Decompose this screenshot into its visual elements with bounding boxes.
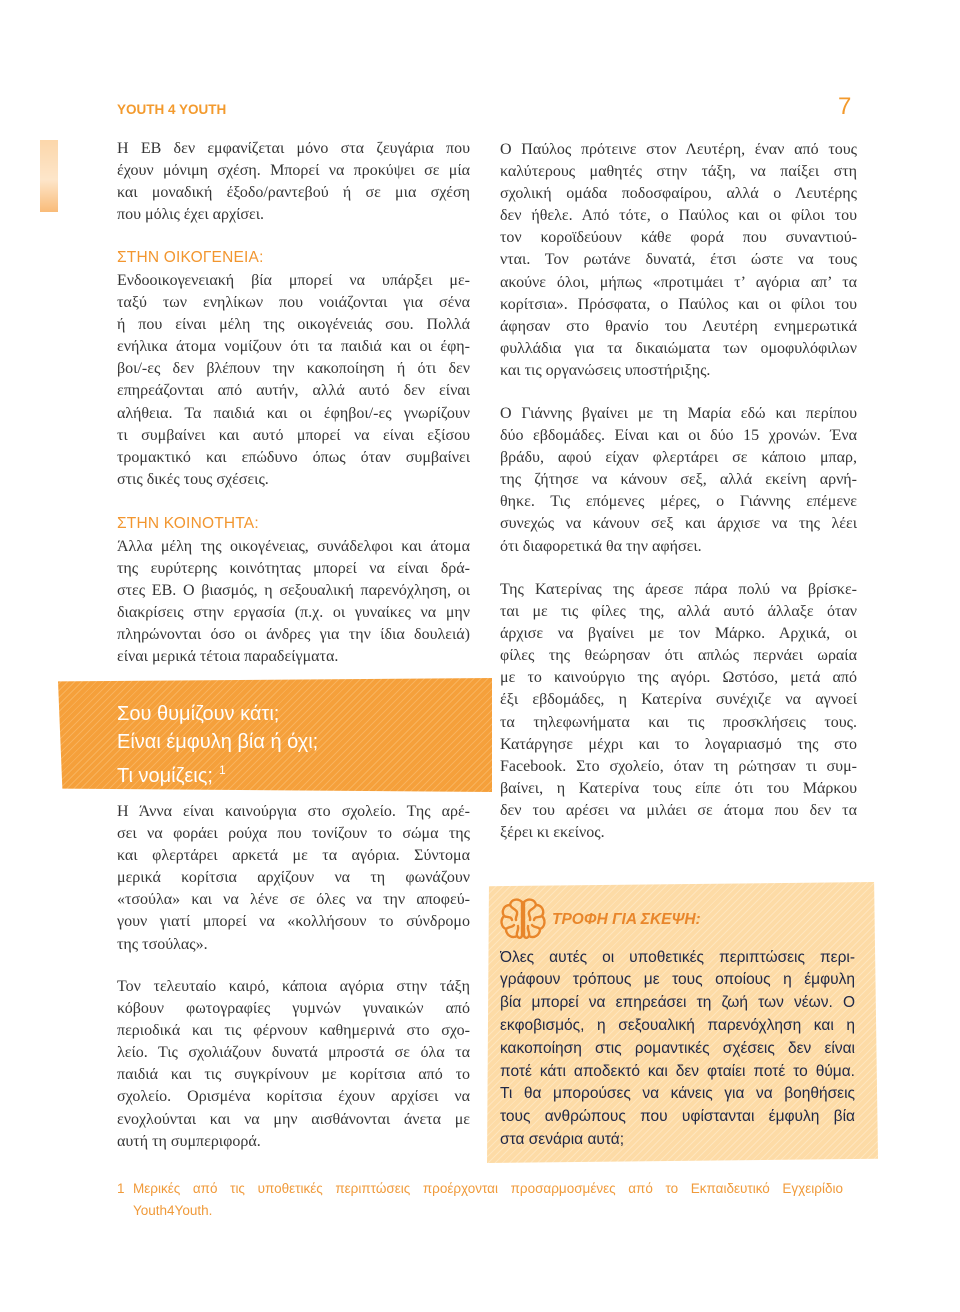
text-line: της ευρύτερης κοινότητας μπορεί να είναι δρά-	[117, 560, 470, 578]
family-heading: ΣΤΗΝ ΟΙΚΟΓΕΝΕΙΑ:	[117, 249, 264, 266]
text-line: της τσούλας».	[117, 935, 208, 953]
text-line: Μερικές από τις υποθετικές περιπτώσεις προέρχονται προσαρμοσμένες από το Εκπαιδευτικό Εγχειρίδιο	[133, 1181, 843, 1196]
text-line: πληρώνονται όσο οι άνδρες για την ίδια δουλειά)	[117, 626, 470, 644]
text-line: αυτή τη συμπεριφορά.	[117, 1132, 261, 1150]
text-line: στις δικές τους σχέσεις.	[117, 470, 269, 488]
text-line: αλήθεια. Τα παιδιά και οι έφηβοι/-ες γνωρίζουν	[117, 404, 470, 422]
text-line: έξι εβδομάδες, η Κατερίνα συνέχιζε να αγνοεί	[500, 691, 857, 709]
text-line: σχολείο. Ορισμένα κορίτσια έχουν αρχίσει να	[117, 1088, 470, 1106]
text-line: Ο Παύλος πρότεινε στον Λευτέρη, έναν από τους	[500, 141, 857, 158]
text-line: Όλες αυτές οι υποθετικές περιπτώσεις περι-	[500, 948, 855, 966]
text-line: ενήλικα άτομα νομίζουν ότι τα παιδιά και οι έφη-	[117, 338, 470, 356]
text-line: Facebook. Στο σχολείο, όταν τη ρώτησαν τι συμ-	[500, 757, 857, 775]
callout-title	[117, 700, 477, 787]
text-line: γράφουν τρόπους με τους οποίους η έμφυλη	[500, 971, 855, 989]
text-line: βοι/-ες δεν βλέπουν την κακοποίηση ή ότι δεν	[117, 360, 470, 378]
text-line: φυλλάδια για τα δικαιώματα των ομοφυλόφιλων	[500, 339, 857, 357]
text-line: ότι διαφορετικά θα την αφήσει.	[500, 537, 702, 555]
text-line: έχουν μόνιμη σχέση. Μπορεί να προκύψει σε μία	[117, 162, 470, 180]
text-line: που μόλις έχει αρχίσει.	[117, 206, 265, 224]
text-line: δύο εβδομάδες. Είναι και οι δύο 15 χρονών. Ένα	[500, 427, 857, 445]
text-line: άρχισε να βγαίνει με τον Μάρκο. Αρχικά, οι	[500, 625, 857, 643]
text-line: λείο. Τις σχολιάζουν δυνατά μπροστά σε όλα τα	[117, 1044, 470, 1062]
footnote-marker: 1	[117, 1181, 125, 1196]
text-line: είναι μερικά τέτοια παραδείγματα.	[117, 648, 339, 666]
text-line: επηρεάζονται από αυτήν, αλλά αυτό δεν είναι	[117, 382, 470, 400]
text-line: κόβουν φωτογραφίες γυμνών γυναικών από	[117, 1000, 470, 1018]
text-line: μερικά κορίτσια αρχίζουν να τη φωνάζουν	[117, 869, 470, 887]
running-title: YOUTH 4 YOUTH	[117, 102, 227, 117]
text-line: και φλερτάρει αρκετά με τα αγόρια. Σύντομα	[117, 847, 470, 865]
text-line: Youth4Youth.	[133, 1203, 213, 1218]
text-line: κορίτσια». Πρόσφατα, ο Παύλος και οι φίλοι του	[500, 295, 857, 313]
text-line: Κατάργησε μέχρι και το λογαριασμό της στο	[500, 735, 857, 753]
text-line: ή που είναι μέλη της οικογένειάς σου. Πολλά	[117, 316, 470, 334]
side-accent-bar	[40, 140, 58, 212]
scenario-pavlos	[500, 139, 857, 382]
text-line: της ζήτησε να κάνουν σεξ, αλλά εκείνη αρνή-	[500, 471, 857, 489]
text-line: ταξύ των ενηλίκων που νοιάζονται για σένα	[117, 294, 470, 312]
text-line: τους ανθρώπους που υφίστανται έμφυλη βία	[500, 1108, 855, 1126]
text-line: διακρίσεις στην εργασία (π.χ. οι γυναίκες να μην	[117, 604, 470, 622]
text-line: σει να φοράει ρούχα που τονίζουν το σώμα της	[117, 825, 470, 843]
text-line: και μοναδική έξοδο/ραντεβού ή σε μια σχέση	[117, 184, 470, 202]
text-line: φίλες της θεώρησαν ότι απλώς περνάει ωραία	[500, 647, 857, 665]
text-line: ακούνε όλοι, μήπως «προτιμάει τ’ αγόρια απ’ τα	[500, 273, 857, 291]
text-line: Της Κατερίνας της άρεσε πάρα πολύ να βρίσκε-	[500, 581, 857, 598]
text-line: καλύτερους μαθητές στην τάξη, να παίξει στη	[500, 163, 857, 181]
text-line: στα σενάρια αυτά;	[500, 1130, 625, 1148]
text-line: Τον τελευταίο καιρό, κάποια αγόρια στην τάξη	[117, 978, 470, 995]
text-line: Ο Γιάννης βγαίνει με τη Μαρία εδώ και περίπου	[500, 405, 857, 422]
community-paragraph	[117, 536, 470, 669]
scenario-giannis	[500, 403, 857, 558]
text-line: εκφοβισμός, η σεξουαλική παρενόχληση και η	[500, 1016, 855, 1034]
food-for-thought-heading: ΤΡΟΦΗ ΓΙΑ ΣΚΕΨΗ:	[552, 911, 701, 928]
text-line: κακοποίηση στις ρομαντικές σχέσεις δεν είναι	[500, 1039, 855, 1057]
text-line: περιοδικά και τις φέρνουν καθημερινά στο σχο-	[117, 1022, 470, 1040]
text-line: γουν γιατί μπορεί να «κολλήσουν το σύνδρομο	[117, 913, 470, 931]
scenario-boys	[117, 976, 470, 1153]
callout-title-line: Σου θυμίζουν κάτι;	[117, 703, 280, 725]
text-line: ξέρει κι εκείνος.	[500, 824, 605, 842]
footnote-text	[133, 1178, 843, 1222]
text-line: σχολική ομάδα ποδοσφαίρου, αλλά ο Λευτέρης	[500, 185, 857, 203]
text-line: ενοχλούνται και να μην αισθάνονται άνετα με	[117, 1110, 470, 1128]
text-line: βία μπορεί να επηρεάσει τη ζωή των νέων. Ο	[500, 994, 855, 1012]
callout-title-line: Είναι έμφυλη βία ή όχι;	[117, 731, 319, 753]
text-line: Τι θα μπορούσες να κάνεις για να βοηθήσεις	[500, 1085, 855, 1103]
text-line: Η ΕΒ δεν εμφανίζεται μόνο στα ζευγάρια που	[117, 140, 470, 157]
text-line: παιδιά και τις συγκρίνουν με κορίτσια από το	[117, 1066, 470, 1084]
text-line: Ενδοοικογενειακή βία μπορεί να υπάρξει με-	[117, 272, 470, 289]
intro-paragraph	[117, 138, 470, 226]
footnote-reference: 1	[218, 763, 226, 777]
text-line: στες ΕΒ. Ο βιασμός, η σεξουαλική παρενόχληση, οι	[117, 582, 470, 600]
brain-icon	[499, 897, 547, 941]
food-for-thought-text	[500, 947, 855, 1152]
scenario-anna	[117, 801, 470, 956]
page-number: 7	[838, 93, 852, 120]
callout-title-text: Τι νομίζεις;	[117, 765, 213, 787]
scenario-katerina	[500, 579, 857, 844]
text-line: συνεχώς να κάνουν σεξ και άρχισε να της λέει	[500, 515, 857, 533]
text-line: τρομακτικό και επώδυνο όπως όταν συμβαίνει	[117, 448, 470, 466]
text-line: τα τηλεφωνήματα και τις προσκλήσεις τους.	[500, 713, 857, 731]
text-line: και τις οργανώσεις υποστήριξης.	[500, 361, 711, 379]
text-line: «τσούλα» και να λένε σε όλες να την αποφεύ-	[117, 891, 470, 909]
text-line: με το καινούργιο της αγόρι. Ωστόσο, μετά από	[500, 669, 857, 687]
text-line: δεν ήθελε. Από τότε, ο Παύλος και οι φίλοι του	[500, 207, 857, 225]
text-line: βράδυ, αφού είχαν φλερτάρει σε κάποιο μπαρ,	[500, 449, 857, 467]
text-line: θηκε. Τις επόμενες μέρες, ο Γιάννης επέμενε	[500, 493, 857, 511]
text-line: Άλλα μέλη της οικογένειας, συνάδελφοι και άτομα	[117, 538, 470, 555]
text-line: τι συμβαίνει και αυτό μπορεί να είναι εξίσου	[117, 426, 470, 444]
text-line: Η Άννα είναι καινούργια στο σχολείο. Της αρέ-	[117, 803, 470, 820]
text-line: νται. Τον ρωτάνε δυνατά, έτσι ώστε να τους	[500, 251, 857, 269]
text-line: άφησαν στο θρανίο του Λευτέρη ενημερωτικά	[500, 317, 857, 335]
text-line: τον κοροϊδεύουν κάθε φορά που συναντιού-	[500, 229, 857, 247]
family-paragraph	[117, 270, 470, 491]
text-line: ποτέ κάτι αποδεκτό και δεν φταίει ποτέ το θύμα.	[500, 1062, 855, 1080]
text-line: ται με τις φίλες της, αλλά αυτό άλλαξε όταν	[500, 603, 857, 621]
text-line: δεν του αρέσει να μιλάει σε άτομα που δεν τα	[500, 801, 857, 819]
callout-title-line	[117, 756, 477, 787]
community-heading: ΣΤΗΝ ΚΟΙΝΟΤΗΤΑ:	[117, 515, 259, 532]
text-line: βαίνει, η Κατερίνα τους είπε ότι του Μάρκου	[500, 779, 857, 797]
